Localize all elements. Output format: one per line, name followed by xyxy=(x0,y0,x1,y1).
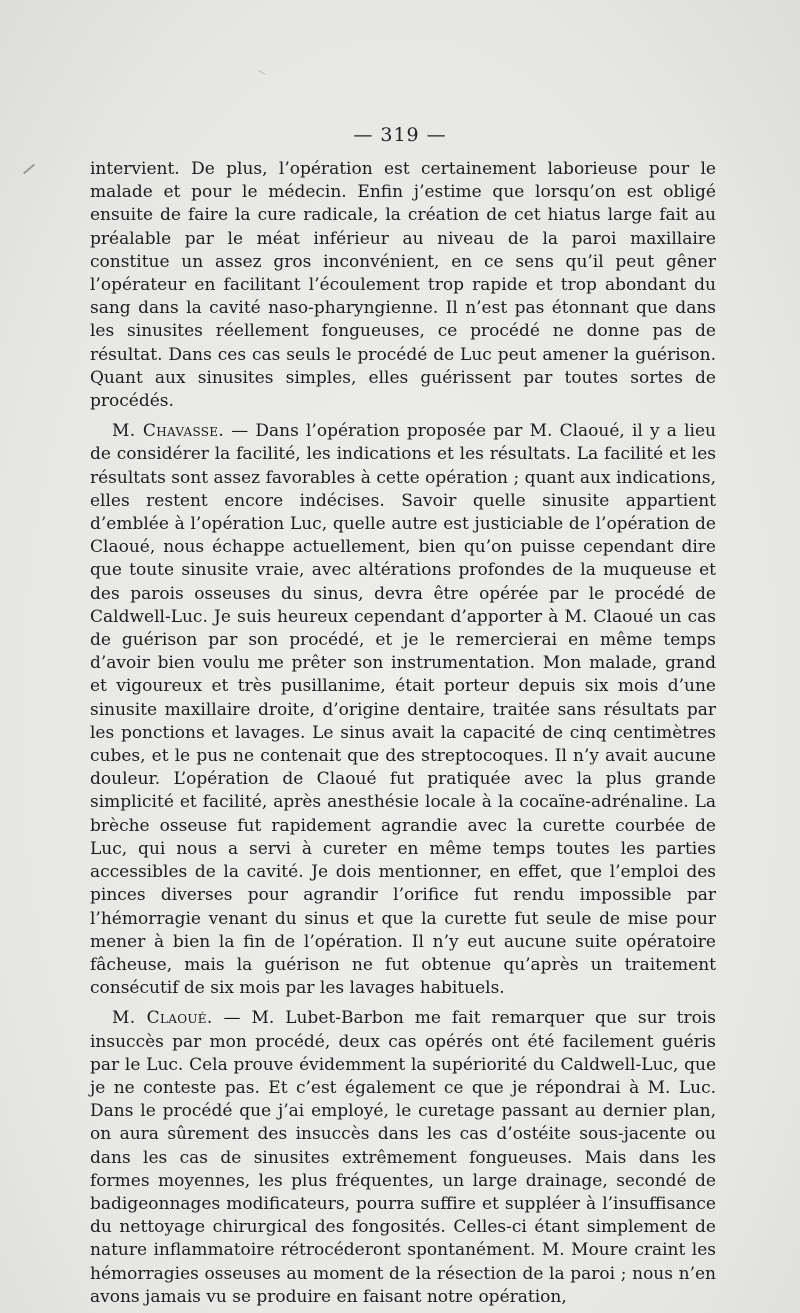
paragraph-chavasse xyxy=(90,420,716,1000)
speaker-dash: — xyxy=(224,421,256,442)
paragraph-text: M. Lubet-Barbon me fait remarquer que sur trois insuccès par mon procédé, deux cas opérés ont été facilement guéris par le Luc. Cela prouve évidemment la supériorité du Caldwell-Luc, que je ne conteste pas. Et c’est également ce que je répondrai à M. Luc. Dans le procédé que j’ai employé, le curetage passant au dernier plan, on aura sûrement des insuccès dans les cas d’ostéite sous-jacente ou dans les cas de sinusites extrêmement fongueuses. Mais dans les formes moyennes, les plus fréquentes, un large drainage, secondé de badigeonnages modificateurs, pourra suffire et suppléer à l’insuffisance du nettoyage chirurgical des fongosités. Celles-ci étant simplement de nature inflammatoire rétrocéderont spontanément. M. Moure craint les hémorragies osseuses au moment de la résection de la paroi ; nous n’en avons jamais vu se produire en faisant notre opération, xyxy=(90,1008,716,1307)
paragraph-text: intervient. De plus, l’opération est certainement laborieuse pour le malade et pour le médecin. Enfin j’estime que lorsqu’on est obligé ensuite de faire la cure radicale, la création de cet hiatus large fait au préalable par le méat inférieur au niveau de la paroi maxillaire constitue un assez gros inconvénient, en ce sens qu’il peut gêner l’opérateur en facilitant l’écoulement trop rapide et trop abondant du sang dans la cavité naso-pharyngienne. Il n’est pas étonnant que dans les sinusites réellement fongueuses, ce procédé ne donne pas de résultat. Dans ces cas seuls le procédé de Luc peut amener la guérison. Quant aux sinusites simples, elles guérissent par toutes sortes de procédés. xyxy=(90,159,716,412)
paragraph-claoue xyxy=(90,1007,716,1309)
body-text xyxy=(90,158,716,1309)
speaker-name: M. Claoué. xyxy=(112,1008,213,1029)
page-number: — 319 — xyxy=(353,124,447,146)
paragraph-continuation xyxy=(90,158,716,413)
speaker-name: M. Chavasse. xyxy=(112,421,225,442)
margin-pencil-mark xyxy=(23,164,35,175)
margin-speck xyxy=(258,70,265,75)
speaker-dash: — xyxy=(212,1008,252,1029)
paragraph-text: Dans l’opération proposée par M. Claoué, il y a lieu de considérer la facilité, les indications et les résultats. La facilité et les résultats sont assez favorables à cette opération ; quant aux indications, elles restent encore indécises. Savoir quelle sinusite appartient d’emblée à l’opération Luc, quelle autre est justiciable de l’opération de Claoué, nous échappe actuellement, bien qu’on puisse cependant dire que toute sinusite vraie, avec altérations profondes de la muqueuse et des parois osseuses du sinus, devra être opérée par le procédé de Caldwell-Luc. Je suis heureux cependant d’apporter à M. Claoué un cas de guérison par son procédé, et je le remercierai en même temps d’avoir bien voulu me prêter son instrumentation. Mon malade, grand et vigoureux et très pusillanime, était porteur depuis six mois d’une sinusite maxillaire droite, d’origine dentaire, traitée sans résultats par les ponctions et lavages. Le sinus avait la capacité de cinq centimètres cubes, et le pus ne contenait que des streptocoques. Il n’y avait aucune douleur. L’opération de Claoué fut pratiquée avec la plus grande simplicité et facilité, après anesthésie locale à la cocaïne-adrénaline. La brèche osseuse fut rapidement agrandie avec la curette courbée de Luc, qui nous a servi à cureter en même temps toutes les parties accessibles de la cavité. Je dois mentionner, en effet, que l’emploi des pinces diverses pour agrandir l’orifice fut rendu impossible par l’hémorragie venant du sinus et que la curette fut seule de mise pour mener à bien la fin de l’opération. Il n’y eut aucune suite opératoire fâcheuse, mais la guérison ne fut obtenue qu’après un traitement consécutif de six mois par les lavages habituels. xyxy=(90,421,716,999)
